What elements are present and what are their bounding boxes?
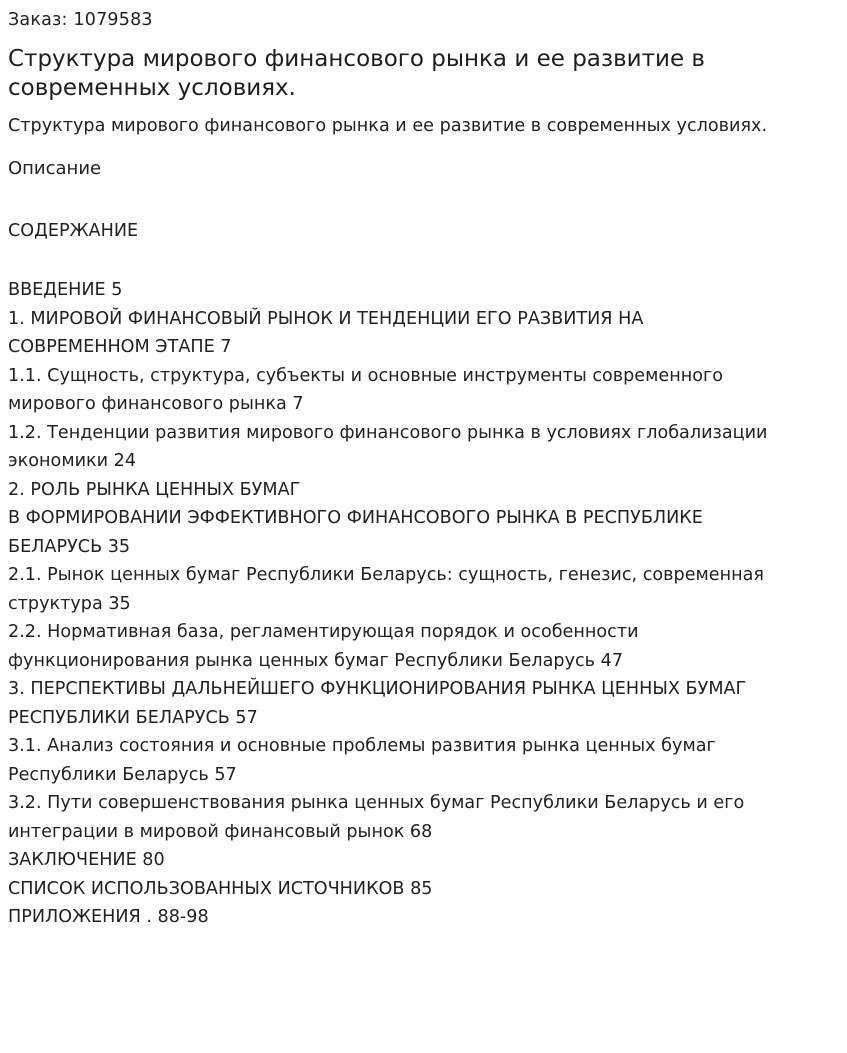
toc-line: В ФОРМИРОВАНИИ ЭФФЕКТИВНОГО ФИНАНСОВОГО РЫНКА В РЕСПУБЛИКЕ [8, 508, 703, 528]
page-title: Структура мирового финансового рынка и ее развитие в современных условиях. [8, 46, 705, 101]
toc-line: СОВРЕМЕННОМ ЭТАПЕ 7 [8, 337, 232, 357]
toc-line: 3.1. Анализ состояния и основные проблемы развития рынка ценных бумаг [8, 736, 716, 756]
description-label: Описание [8, 158, 102, 179]
toc-line: 2.1. Рынок ценных бумаг Республики Беларусь: сущность, генезис, современная [8, 565, 764, 585]
toc-line: структура 35 [8, 593, 131, 614]
toc-line: функционирования рынка ценных бумаг Республики Беларусь 47 [8, 650, 624, 671]
table-of-contents [8, 276, 839, 932]
toc-line: 1.2. Тенденции развития мирового финансового рынка в условиях глобализации [8, 422, 768, 443]
toc-line: СПИСОК ИСПОЛЬЗОВАННЫХ ИСТОЧНИКОВ 85 [8, 878, 433, 899]
page-subtitle: Структура мирового финансового рынка и ее развитие в современных условиях. [8, 116, 768, 136]
toc-line: ЗАКЛЮЧЕНИЕ 80 [8, 850, 165, 870]
toc-line: интеграции в мировой финансовый рынок 68 [8, 821, 433, 842]
toc-line: 1.1. Сущность, структура, субъекты и основные инструменты современного [8, 365, 724, 386]
toc-line: 2. РОЛЬ РЫНКА ЦЕННЫХ БУМАГ [8, 479, 301, 500]
toc-line: БЕЛАРУСЬ 35 [8, 536, 131, 557]
toc-line: 3. ПЕРСПЕКТИВЫ ДАЛЬНЕЙШЕГО ФУНКЦИОНИРОВАНИЯ РЫНКА ЦЕННЫХ БУМАГ [8, 679, 747, 699]
toc-line: 2.2. Нормативная база, регламентирующая порядок и особенности [8, 622, 639, 642]
toc-line: 3.2. Пути совершенствования рынка ценных бумаг Республики Беларусь и его [8, 793, 745, 813]
contents-heading: СОДЕРЖАНИЕ [8, 221, 139, 241]
toc-line: ВВЕДЕНИЕ 5 [8, 280, 123, 300]
toc-line: 1. МИРОВОЙ ФИНАНСОВЫЙ РЫНОК И ТЕНДЕНЦИИ ЕГО РАЗВИТИЯ НА [8, 308, 644, 329]
order-number: Заказ: 1079583 [8, 10, 153, 30]
toc-line: Республики Беларусь 57 [8, 764, 237, 785]
toc-line: экономики 24 [8, 451, 137, 471]
toc-line: РЕСПУБЛИКИ БЕЛАРУСЬ 57 [8, 707, 258, 728]
toc-line: мирового финансового рынка 7 [8, 394, 304, 414]
toc-line: ПРИЛОЖЕНИЯ . 88-98 [8, 907, 209, 927]
